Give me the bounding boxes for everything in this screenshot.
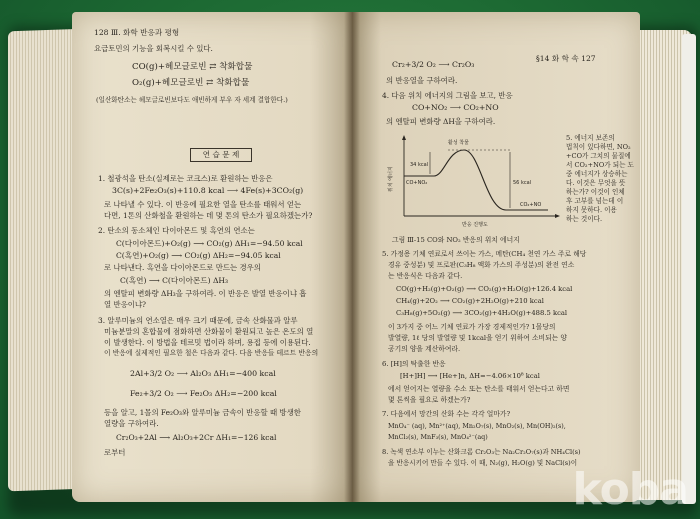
q3-line2: 미늄분말의 혼합물에 점화하면 산화물이 환원되고 높은 온도의 열: [104, 327, 314, 336]
q3-line1: 3. 알루미늄의 연소열은 매우 크기 때문에, 금속 산화물과 알루: [98, 316, 298, 325]
watermark-logo: koba: [572, 464, 688, 515]
annotation-activated-complex: 활성 착물: [448, 140, 469, 146]
y-axis-arrow: [402, 135, 406, 140]
q8-line1: 8. 녹색 연소부 이누는 산화크롬 Cr₂O₃는 Na₂Cr₂O₇(s)과 NH₄Cl(s): [382, 448, 581, 456]
q3-equation2: Fe₂+3/2 O₂ ⟶ Fe₂O₃ ΔH₂=−200 kcal: [130, 389, 277, 398]
q5-line2: 경유 중성분) 및 프로판(C₃H₈ 액화 가스의 주성분)의 완전 연소: [388, 261, 575, 269]
q3-line3: 이 발생한다. 이 방법을 테르밋 법이라 하며, 용접 등에 이용된다.: [104, 338, 311, 347]
q8-line2: 을 반응시키어 만들 수 있다. 이 때, N₂(g), H₂O(g) 및 NaCl(s)이: [388, 459, 578, 467]
side-note-line: 후 고부를 넘는데 이: [566, 197, 624, 205]
q2-line4: 열 반응이냐?: [104, 300, 147, 309]
side-note-line: 법칙이 있다하면, NO₂: [566, 143, 631, 151]
equation-co-hemoglobin: CO(g)+헤모글로빈 ⇄ 착화합물: [132, 62, 253, 72]
side-note: [566, 134, 634, 224]
q3-line7: 로부터: [104, 448, 126, 457]
q7-line3: MnCl₂(s), MnF₃(s), MnO₄²⁻(aq): [388, 433, 488, 441]
q6-line1: 6. [H]의 탁출한 반응: [382, 360, 446, 368]
q1-line2: 로 나타낼 수 있다. 이 반응에 필요한 열을 탄소를 태워서 얻는: [104, 200, 302, 209]
q4-line2: 의 엔탈피 변화량 ΔH을 구하여라.: [386, 117, 496, 126]
q2-line3: 의 엔탈피 변화량 ΔH₃을 구하여라. 이 반응은 발열 반응이냐 흡: [104, 289, 307, 298]
equation-o2-hemoglobin: O₂(g)+헤모글로빈 ⇄ 착화합물: [132, 78, 250, 88]
x-axis-label: 반응 진행도: [462, 222, 488, 228]
q3-equation1: 2Al+3/2 O₂ ⟶ Al₂O₃ ΔH₁=−400 kcal: [130, 369, 276, 378]
q1-equation: 3C(s)+2Fe₂O₃(s)+110.8 kcal ⟶ 4Fe(s)+3CO₂(g): [112, 186, 304, 195]
right-page-header: §14 화 학 속 127: [536, 54, 596, 63]
exercise-heading-box: 연 습 문 제: [190, 148, 252, 162]
side-note-line: +CO가 그치의 물질에: [566, 152, 631, 160]
annotation-34kcal: 34 kcal: [410, 162, 429, 168]
q4-line1: 4. 다음 위치 에너지의 그림을 보고, 반응: [382, 91, 513, 100]
q5-line6: 공기의 양을 계산하여라.: [388, 345, 461, 353]
q7-line1: 7. 다음에서 망간의 산화 수는 각각 얼마가?: [382, 410, 511, 418]
q3-line6: 열량을 구하여라.: [104, 419, 159, 428]
q5-line1: 5. 가정용 기체 연료로서 쓰이는 가스, 메탄(CH₄ 천연 가스 주로 해당: [382, 250, 587, 258]
x-axis-arrow: [555, 214, 560, 218]
q5-equation1: CO(g)+H₂(g)+O₂(g) ⟶ CO₂(g)+H₂O(g)+126.4 kcal: [396, 285, 573, 293]
side-note-line: 다. 이것은 무엇을 뜻: [566, 179, 626, 187]
q7-line2: MnO₄⁻ (aq), Mn²⁺(aq), Mn₂O₇(s), MnO₂(s), Mn(OH)₂(s),: [388, 422, 566, 430]
figure-caption: 그림 Ⅲ-15 CO와 NO₂ 반응의 위치 에너지: [392, 236, 520, 244]
q3-line4: 이 반응에 실제적인 필요한 철은 다음과 같다. 다음 반응들 테르트 반응의: [104, 349, 319, 357]
left-page: [72, 12, 352, 502]
top-line1: 의 반응열을 구하여라.: [386, 76, 458, 85]
q6-equation: [H+]H] ⟶ [He+]n, ΔH=−4.06×10⁸ kcal: [400, 372, 540, 380]
side-note-line: 하는가? 이것이 인체: [566, 188, 625, 196]
y-axis-label: 위치 에너지: [388, 166, 394, 192]
q6-line3: 몇 톤씩을 필요로 하겠는가?: [388, 396, 471, 404]
q5-line5: 발열량, 1ℓ 당의 발열량 및 1kcal을 얻기 위하여 소비되는 양: [388, 334, 567, 342]
q5-line3: 는 반응식은 다음과 같다.: [388, 272, 463, 280]
q4-equation: CO+NO₂ ⟶ CO₂+NO: [412, 103, 499, 112]
q5-equation2: CH₄(g)+2O₂ ⟶ CO₂(g)+2H₂O(g)+210 kcal: [396, 297, 544, 305]
side-note-line: 중 에너지가 상승하는: [566, 170, 628, 178]
annotation-reactants: CO+NO₂: [406, 180, 428, 186]
side-note-line: 하지 못하다. 이용: [566, 206, 617, 214]
q3-equation3: Cr₂O₃+2Al ⟶ Al₂O₃+2Cr ΔH₁=−126 kcal: [116, 433, 277, 442]
annotation-products: CO₂+NO: [520, 202, 542, 208]
q2-line1: 2. 탄소의 동소체인 다이아몬드 및 흑연의 연소는: [98, 226, 255, 235]
q2-line2: 로 나타낸다. 흑연을 다이아몬드로 만드는 경우의: [104, 263, 261, 272]
left-page-header: 128 Ⅲ. 화학 반응과 평형: [94, 28, 180, 37]
intro-line: 요급토민의 기능을 회복시킬 수 있다.: [94, 44, 213, 53]
book-gutter: [344, 12, 360, 502]
side-note-line: 서 CO₂+NO가 되는 도: [566, 161, 634, 169]
right-page: [352, 12, 640, 502]
side-note-line: 5. 에너지 보존의: [566, 134, 615, 142]
side-note-line: 하는 것이다.: [566, 215, 603, 223]
q1-line1: 1. 철광석을 탄소(실제로는 코크스)로 환원하는 반응은: [98, 174, 273, 183]
q6-line2: 에서 얻어지는 열량을 수소 또는 탄소를 태워서 얻는다고 하면: [388, 385, 570, 393]
annotation-56kcal: 56 kcal: [513, 180, 532, 186]
q1-line3: 다면, 1톤의 산화철을 환원하는 데 몇 톤의 탄소가 필요하겠는가?: [104, 211, 313, 220]
top-equation: Cr₂+3/2 O₂ ⟶ Cr₂O₃: [392, 60, 475, 69]
q2-equation3: C(흑연) ⟶ C(다이아몬드) ΔH₃: [120, 276, 229, 285]
note-line: (일산화탄소는 헤모글로빈보다도 애빈하게 부우 자 세계 결합한다.): [96, 96, 288, 104]
q2-equation2: C(흑연)+O₂(g) ⟶ CO₂(g) ΔH₂=−94.05 kcal: [116, 251, 281, 260]
q3-line5: 등을 알고, 1몰의 Fe₂O₃와 알루미늄 금속이 반응할 때 방생한: [104, 408, 301, 417]
q5-equation3: C₃H₈(g)+5O₂(g) ⟶ 3CO₂(g)+4H₂O(g)+488.5 kcal: [396, 309, 568, 317]
q2-equation1: C(다이아몬드)+O₂(g) ⟶ CO₂(g) ΔH₁=−94.50 kcal: [116, 239, 303, 248]
q5-line4: 이 3가지 중 어느 기체 연료가 가장 경제적인가? 1몰당의: [388, 323, 556, 331]
potential-energy-chart: [382, 132, 562, 232]
book-cover-edge: [682, 34, 696, 504]
